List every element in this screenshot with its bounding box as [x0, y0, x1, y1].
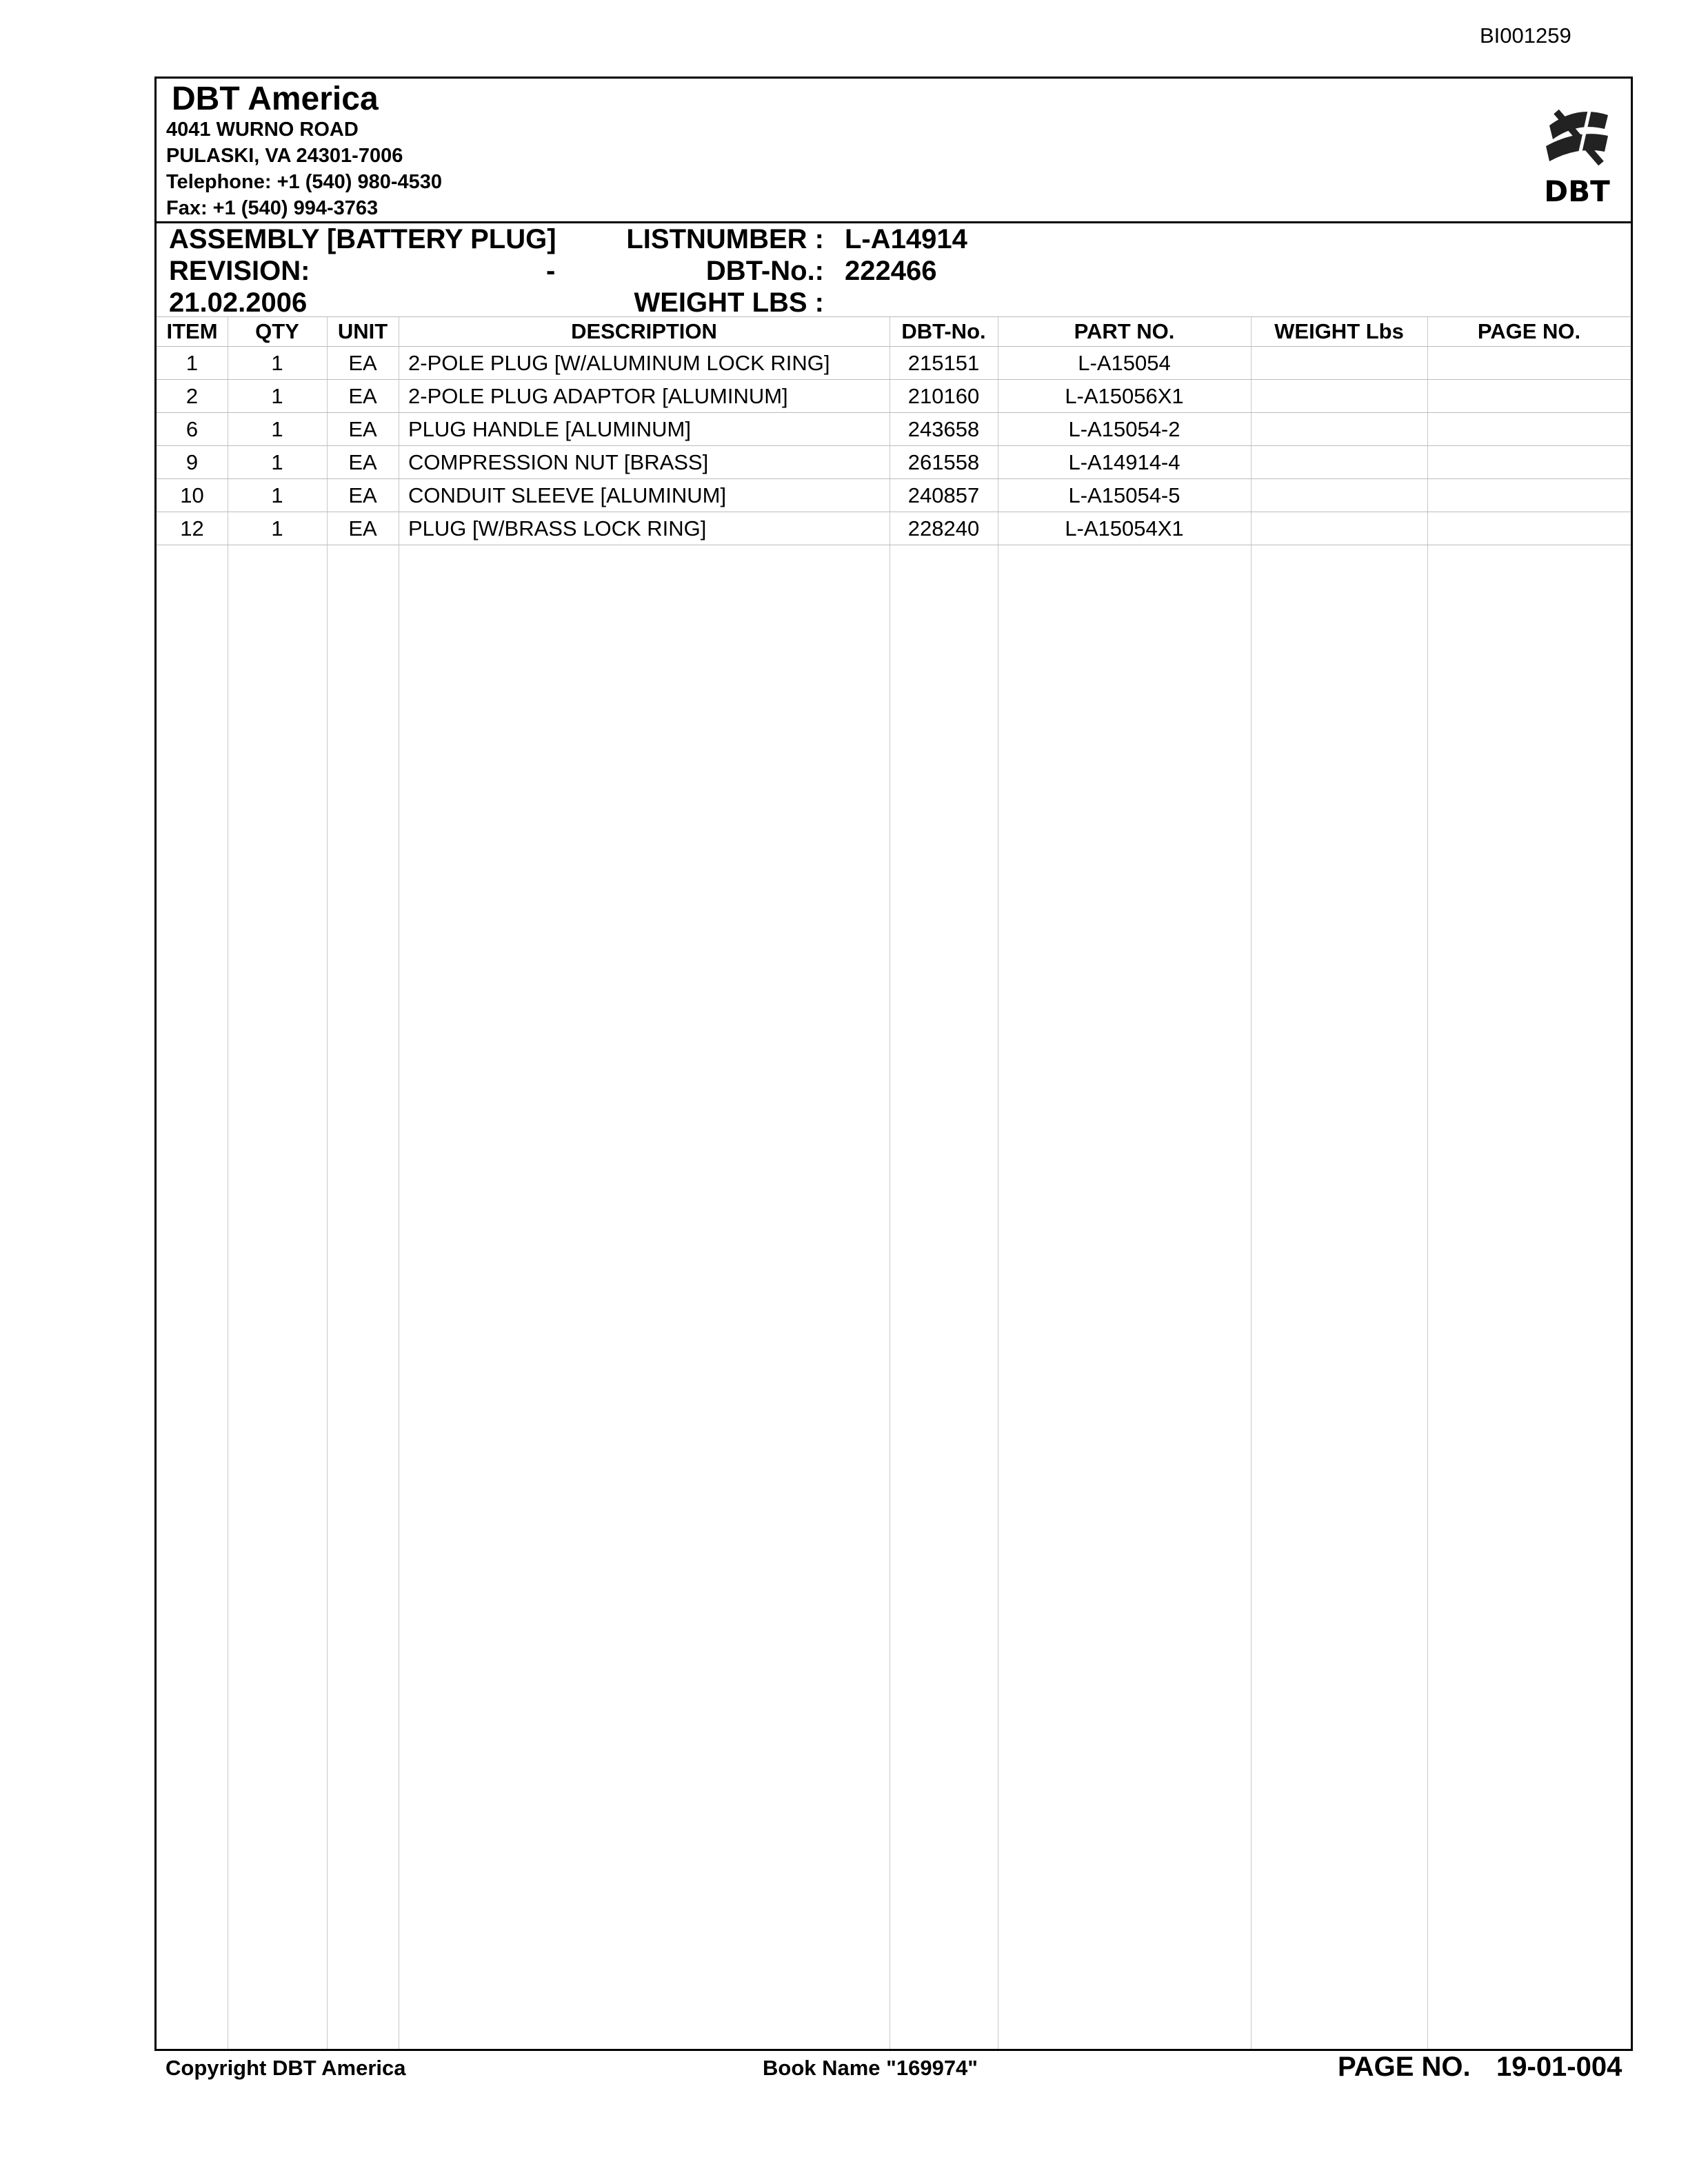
cell-dbt-no: 243658 — [890, 413, 998, 446]
cell-dbt-no: 215151 — [890, 347, 998, 380]
parts-list-frame — [154, 77, 1633, 2051]
cell-qty: 1 — [228, 347, 327, 380]
listnumber-label: LISTNUMBER : — [626, 224, 824, 254]
weight-label: WEIGHT LBS : — [634, 287, 824, 318]
column-header-description: DESCRIPTION — [399, 317, 890, 347]
cell-part-no: L-A15054-2 — [998, 413, 1251, 446]
column-header-weight: WEIGHT Lbs — [1251, 317, 1427, 347]
cell-part-no: L-A14914-4 — [998, 446, 1251, 479]
cell-part-no: L-A15056X1 — [998, 380, 1251, 413]
company-name: DBT America — [172, 81, 379, 117]
parts-table — [157, 316, 1631, 545]
cell-unit: EA — [327, 413, 399, 446]
cell-qty: 1 — [228, 446, 327, 479]
column-header-dbt-no: DBT-No. — [890, 317, 998, 347]
cell-description: PLUG [W/BRASS LOCK RING] — [399, 512, 890, 545]
page-number-value: 19-01-004 — [1496, 2052, 1622, 2082]
revision-date: 21.02.2006 — [169, 287, 308, 318]
cell-page-no — [1427, 347, 1631, 380]
cell-item: 6 — [157, 413, 228, 446]
revision-value: - — [546, 256, 556, 286]
dbt-logo — [1536, 98, 1618, 208]
cell-dbt-no: 261558 — [890, 446, 998, 479]
cell-unit: EA — [327, 347, 399, 380]
cell-weight — [1251, 446, 1427, 479]
table-row — [157, 479, 1631, 512]
cell-description: CONDUIT SLEEVE [ALUMINUM] — [399, 479, 890, 512]
cell-page-no — [1427, 479, 1631, 512]
telephone: Telephone: +1 (540) 980-4530 — [166, 171, 443, 193]
cell-part-no: L-A15054X1 — [998, 512, 1251, 545]
copyright: Copyright DBT America — [165, 2056, 406, 2080]
cell-qty: 1 — [228, 512, 327, 545]
column-header-part-no: PART NO. — [998, 317, 1251, 347]
cell-unit: EA — [327, 446, 399, 479]
column-header-unit: UNIT — [327, 317, 399, 347]
cell-item: 10 — [157, 479, 228, 512]
revision-label: REVISION: — [169, 256, 310, 286]
cell-item: 9 — [157, 446, 228, 479]
cell-dbt-no: 240857 — [890, 479, 998, 512]
cell-dbt-no: 228240 — [890, 512, 998, 545]
table-row — [157, 446, 1631, 479]
cell-weight — [1251, 479, 1427, 512]
document-id: BI001259 — [1480, 23, 1571, 48]
cell-qty: 1 — [228, 479, 327, 512]
assembly-title: ASSEMBLY [BATTERY PLUG] — [169, 224, 556, 254]
fax: Fax: +1 (540) 994-3763 — [166, 197, 379, 219]
cell-description: COMPRESSION NUT [BRASS] — [399, 446, 890, 479]
cell-weight — [1251, 413, 1427, 446]
cell-description: 2-POLE PLUG [W/ALUMINUM LOCK RING] — [399, 347, 890, 380]
cell-weight — [1251, 347, 1427, 380]
table-row — [157, 347, 1631, 380]
cell-page-no — [1427, 446, 1631, 479]
cell-page-no — [1427, 512, 1631, 545]
cell-unit: EA — [327, 512, 399, 545]
cell-page-no — [1427, 380, 1631, 413]
cell-weight — [1251, 380, 1427, 413]
column-header-page-no: PAGE NO. — [1427, 317, 1631, 347]
cell-part-no: L-A15054-5 — [998, 479, 1251, 512]
address-line-1: 4041 WURNO ROAD — [166, 119, 359, 141]
cell-item: 2 — [157, 380, 228, 413]
table-header-row — [157, 317, 1631, 347]
cell-page-no — [1427, 413, 1631, 446]
cell-unit: EA — [327, 479, 399, 512]
dbt-no-label: DBT-No.: — [705, 256, 824, 286]
column-header-qty: QTY — [228, 317, 327, 347]
address-line-2: PULASKI, VA 24301-7006 — [166, 145, 403, 167]
cell-description: PLUG HANDLE [ALUMINUM] — [399, 413, 890, 446]
cell-item: 12 — [157, 512, 228, 545]
book-name: Book Name "169974" — [763, 2056, 978, 2080]
cell-weight — [1251, 512, 1427, 545]
cell-unit: EA — [327, 380, 399, 413]
table-row — [157, 512, 1631, 545]
cell-description: 2-POLE PLUG ADAPTOR [ALUMINUM] — [399, 380, 890, 413]
logo-text: DBT — [1544, 174, 1610, 208]
cell-dbt-no: 210160 — [890, 380, 998, 413]
table-row — [157, 413, 1631, 446]
cell-qty: 1 — [228, 380, 327, 413]
table-row — [157, 380, 1631, 413]
page-number-label: PAGE NO. — [1338, 2052, 1471, 2082]
cell-qty: 1 — [228, 413, 327, 446]
cell-item: 1 — [157, 347, 228, 380]
cell-part-no: L-A15054 — [998, 347, 1251, 380]
listnumber-value: L-A14914 — [845, 224, 967, 254]
dbt-no-value: 222466 — [845, 256, 937, 286]
column-header-item: ITEM — [157, 317, 228, 347]
